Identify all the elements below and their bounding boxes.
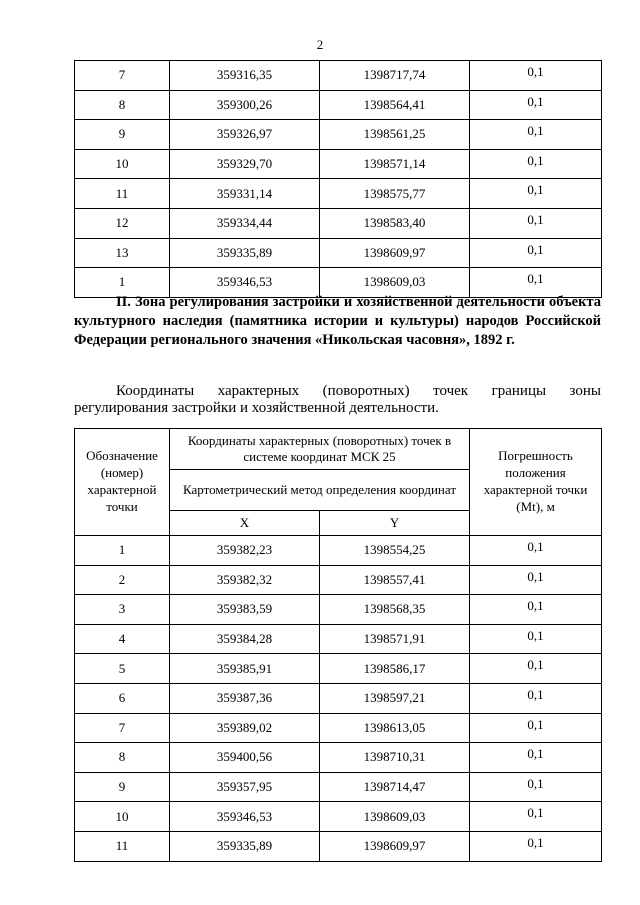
point-number: 5 [75,654,170,684]
table-row [75,238,602,268]
tolerance: 0,1 [470,208,602,238]
coord-x: 359346,53 [170,802,320,832]
coord-y: 1398609,97 [320,831,470,861]
tolerance: 0,1 [470,90,602,120]
point-number: 11 [75,831,170,861]
point-number: 13 [75,238,170,268]
table-row [75,831,602,861]
tolerance: 0,1 [470,120,602,150]
coord-y: 1398557,41 [320,565,470,595]
tolerance: 0,1 [470,595,602,625]
table-row [75,713,602,743]
tolerance: 0,1 [470,149,602,179]
tolerance: 0,1 [470,743,602,773]
table-row [75,654,602,684]
coord-y: 1398561,25 [320,120,470,150]
coord-y: 1398609,03 [320,802,470,832]
coord-x: 359385,91 [170,654,320,684]
coord-y: 1398717,74 [320,61,470,91]
coord-x: 359334,44 [170,208,320,238]
coord-y: 1398609,97 [320,238,470,268]
point-number: 7 [75,61,170,91]
header-coords-title: Координаты характерных (поворотных) точек в системе координат МСК 25 [170,429,470,470]
header-x: X [170,511,320,536]
header-method: Картометрический метод определения координат [170,470,470,511]
tolerance: 0,1 [470,802,602,832]
coord-x: 359357,95 [170,772,320,802]
coord-y: 1398571,14 [320,149,470,179]
coord-x: 359384,28 [170,624,320,654]
table-row [75,772,602,802]
table2-body [75,536,602,862]
table1-body [75,61,602,298]
coord-x: 359382,32 [170,565,320,595]
section-heading: II. Зона регулирования застройки и хозяйственной деятельности объекта культурного наследия (памятника истории и культуры) народов Российской Федерации регионального значения «Никольская часовня», 1892 г. [74,294,601,348]
coord-y: 1398710,31 [320,743,470,773]
coord-y: 1398586,17 [320,654,470,684]
tolerance: 0,1 [470,831,602,861]
table-row [75,536,602,566]
table-row [75,90,602,120]
table-row [75,61,602,91]
point-number: 8 [75,743,170,773]
coord-x: 359389,02 [170,713,320,743]
point-number: 12 [75,208,170,238]
intro-line-2: регулирования застройки и хозяйственной деятельности. [74,400,439,416]
coord-x: 359346,53 [170,268,320,298]
header-tolerance: Погрешность положения характерной точки (Mt), м [470,429,602,536]
table-row [75,802,602,832]
point-number: 2 [75,565,170,595]
coord-y: 1398609,03 [320,268,470,298]
table-row [75,683,602,713]
coord-y: 1398597,21 [320,683,470,713]
point-number: 4 [75,624,170,654]
point-number: 6 [75,683,170,713]
coord-x: 359326,97 [170,120,320,150]
point-number: 11 [75,179,170,209]
tolerance: 0,1 [470,536,602,566]
coord-y: 1398613,05 [320,713,470,743]
point-number: 10 [75,149,170,179]
table2-header [75,429,602,536]
point-number: 8 [75,90,170,120]
point-number: 9 [75,772,170,802]
table-row [75,743,602,773]
coord-y: 1398583,40 [320,208,470,238]
tolerance: 0,1 [470,268,602,298]
point-number: 1 [75,536,170,566]
coord-x: 359387,36 [170,683,320,713]
tolerance: 0,1 [470,683,602,713]
tolerance: 0,1 [470,61,602,91]
coord-x: 359335,89 [170,238,320,268]
point-number: 7 [75,713,170,743]
coord-x: 359331,14 [170,179,320,209]
coord-x: 359335,89 [170,831,320,861]
intro-line-1: Координаты характерных (поворотных) точек границы зоны [116,383,601,399]
table-row [75,624,602,654]
tolerance: 0,1 [470,654,602,684]
coord-x: 359383,59 [170,595,320,625]
coord-x: 359400,56 [170,743,320,773]
tolerance: 0,1 [470,565,602,595]
coordinates-table-continued [74,60,602,298]
coord-y: 1398554,25 [320,536,470,566]
point-number: 10 [75,802,170,832]
header-designation: Обозначение (номер) характерной точки [75,429,170,536]
page-number: 2 [316,37,324,52]
tolerance: 0,1 [470,238,602,268]
coord-x: 359329,70 [170,149,320,179]
tolerance: 0,1 [470,179,602,209]
coord-x: 359316,35 [170,61,320,91]
tolerance: 0,1 [470,772,602,802]
point-number: 1 [75,268,170,298]
coord-x: 359300,26 [170,90,320,120]
table-row [75,565,602,595]
coordinates-table [74,428,602,862]
point-number: 3 [75,595,170,625]
point-number: 9 [75,120,170,150]
coord-x: 359382,23 [170,536,320,566]
coord-y: 1398564,41 [320,90,470,120]
table-row [75,595,602,625]
table-row [75,179,602,209]
coord-y: 1398714,47 [320,772,470,802]
tolerance: 0,1 [470,624,602,654]
coord-y: 1398571,91 [320,624,470,654]
tolerance: 0,1 [470,713,602,743]
table-row [75,149,602,179]
table-row [75,208,602,238]
table-row [75,120,602,150]
coord-y: 1398575,77 [320,179,470,209]
header-y: Y [320,511,470,536]
coord-y: 1398568,35 [320,595,470,625]
